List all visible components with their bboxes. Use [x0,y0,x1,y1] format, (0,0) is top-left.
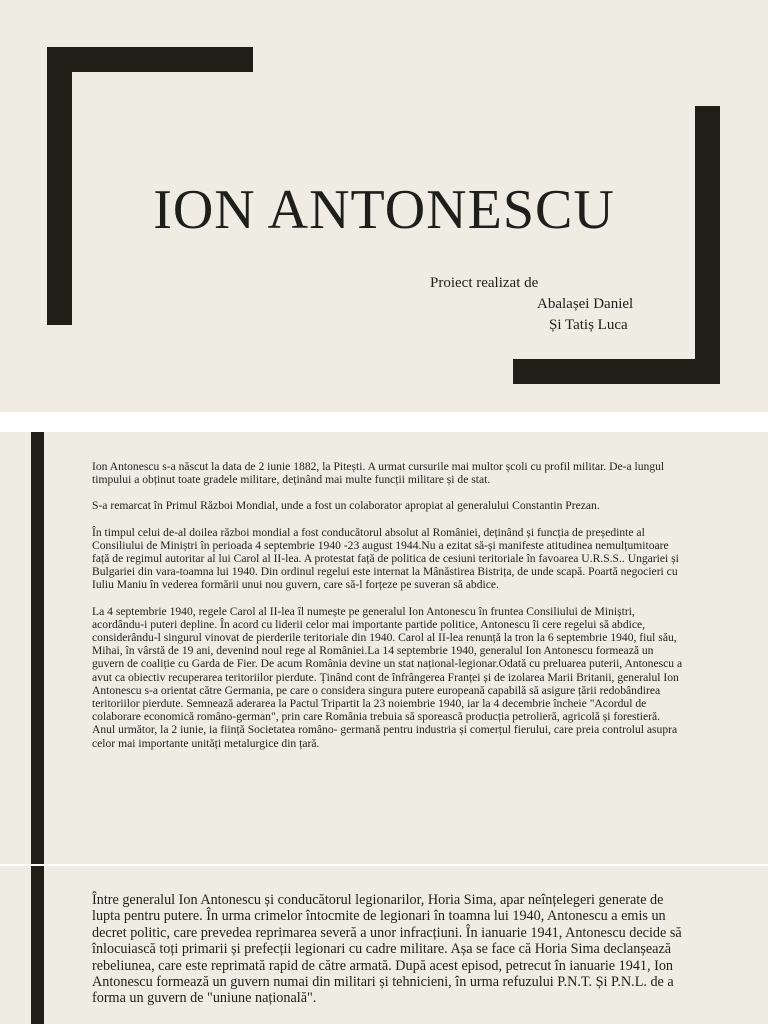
slide-separator [0,412,768,432]
bottom-right-bracket-horizontal [513,359,720,384]
biography-text [92,460,684,763]
subtitle-line-2: Abalașei Daniel [537,296,634,312]
paragraph-government: La 4 septembrie 1940, regele Carol al II-lea îl numește pe generalul Ion Antonescu în fruntea Consiliului de Miniștri, acordându-i puteri depline. În acord cu liderii celor mai importante partide politice, Antonescu îi cere regelui să abdice, considerându-l singurul vinovat de pierderile teritoriale din 1940. Carol al II-lea renunță la tron la 6 septembrie 1940, fiul său, Mihai, în vârstă de 19 ani, devenind noul rege al României.La 14 septembrie 1940, generalul Ion Antonescu formează un guvern de coaliție cu Garda de Fier. De acum România devine un stat național-legionar.Odată cu preluarea puterii, Antonescu a avut ca obiectiv recuperarea teritoriilor pierdute. Ținând cont de înfrângerea Franței și de izolarea Marii Britanii, generalul Ion Antonescu s-a orientat către Germania, pe care o considera singura putere europeană capabilă să asigure țării redobândirea teritoriilor pierdute. Semnează aderarea la Pactul Tripartit la 23 noiembrie 1940, iar la 4 decembrie încheie "Acordul de colaborare economică româno-german", prin care România trebuia să sporească producția petrolieră, agricolă și forestieră. Anul următor, la 2 iunie, ia ființă Societatea româno- germană pentru industria și comerțul fierului, care preia controlul asupra celor mai importante unități metalurgice din țară. [92,604,683,750]
paragraph-ww2: În timpul celui de-al doilea război mondial a fost conducătorul absolut al României, deținând și funcția de președinte al Consiliului de Miniștri în perioada 4 septembrie 1940 -23 august 1944.Nu a ezitat să-și manifeste atitudinea nemulțumitoare față de regimul autoritar al lui Carol al II-lea. A protestat față de politica de cesiuni teritoriale în favoarea U.R.S.S.. Ungariei și Bulgariei din vara-toamna lui 1940. Din ordinul regelui este internat la Mânăstirea Bistrița, de unde scapă. Poartă negocieri cu Iuliu Maniu în vederea formării unui nou guvern, care să-l forțeze pe suveran să abdice. [92,525,679,592]
page-title: ION ANTONESCU [153,179,615,241]
bottom-right-bracket-vertical [695,106,720,384]
left-accent-bar-2 [31,866,44,1024]
biography-slide [0,432,768,864]
paragraph-ww1: S-a remarcat în Primul Război Mondial, unde a fost un colaborator apropiat al generalului Constantin Prezan. [92,499,600,513]
left-accent-bar [31,432,44,864]
title-slide [0,0,768,412]
rebellion-text [92,892,684,1007]
paragraph-birth: Ion Antonescu s-a născut la data de 2 iunie 1882, la Pitești. A urmat cursurile mai multor școli cu profil militar. De-a lungul timpului a obținut toate gradele militare, deținând mai multe funcții militare și de stat. [92,460,665,487]
rebellion-slide [0,866,768,1024]
subtitle-line-1: Proiect realizat de [430,275,539,291]
paragraph-rebellion: Între generalul Ion Antonescu și conducătorul legionarilor, Horia Sima, apar neînțelegeri generate de lupta pentru putere. În urma crimelor întocmite de legionari în toamna lui 1940, Antonescu a emis un decret politic, care prevedea reprimarea severă a unor infracțiuni. În ianuarie 1941, Antonescu decide să înlocuiască toți primarii și prefecții legionari cu cadre militare. Așa se face că Horia Sima declanșează rebeliunea, care este reprimată rapid de către armată. După acest episod, petrecut în ianuarie 1941, Ion Antonescu formează un guvern numai din militari și tehnicieni, în urma refuzului P.N.T. Și P.N.L. de a forma un guvern de "uniune națională". [92,892,682,1007]
subtitle-line-3: Și Tatiș Luca [549,317,628,333]
top-left-bracket-horizontal [47,47,253,72]
